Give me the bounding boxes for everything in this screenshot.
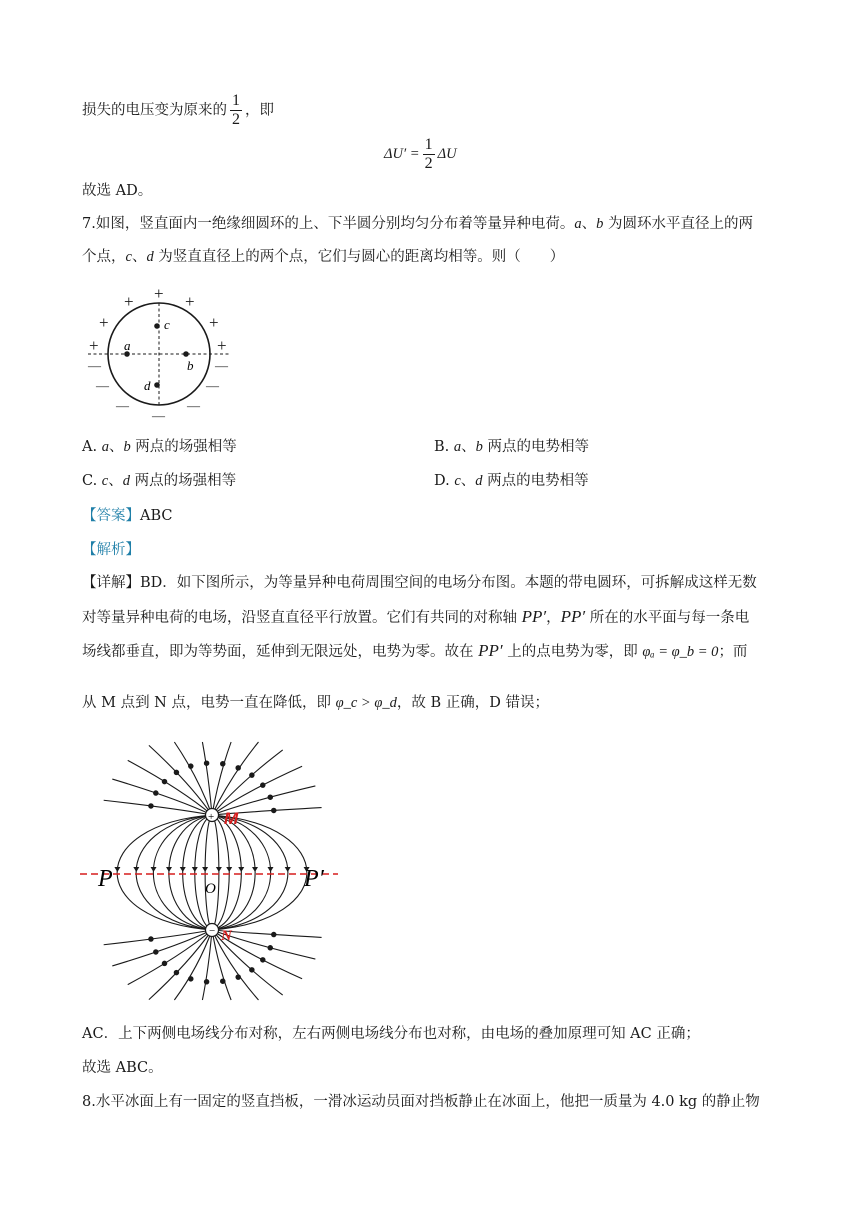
fraction-half: $\frac{1}{2}$ bbox=[232, 92, 240, 128]
field-arrow bbox=[226, 867, 232, 872]
point-d bbox=[154, 382, 160, 388]
minus-sign: — bbox=[96, 378, 109, 393]
field-arrow bbox=[221, 762, 225, 766]
field-arrow bbox=[149, 804, 153, 808]
label-d: d bbox=[144, 378, 151, 393]
label-p-prime: P′ bbox=[304, 866, 324, 892]
equation-delta-u: ΔU′ = $\frac{1}{2}$ ΔU bbox=[384, 136, 457, 172]
minus-sign: — bbox=[215, 358, 228, 373]
field-arrow bbox=[174, 970, 178, 974]
equation-fraction: $\frac{1}{2}$ bbox=[424, 136, 433, 172]
minus-sign: — bbox=[116, 398, 129, 413]
field-line bbox=[174, 742, 212, 815]
minus-sign: — bbox=[152, 408, 165, 420]
label-o: O bbox=[205, 881, 216, 897]
field-arrow bbox=[154, 950, 158, 954]
label-n: N bbox=[221, 928, 232, 944]
minus-sign: — bbox=[206, 378, 219, 393]
minus-sign: — bbox=[187, 398, 200, 413]
label-a: a bbox=[124, 338, 131, 353]
field-arrow bbox=[174, 770, 178, 774]
plus-sign: + bbox=[217, 336, 227, 355]
field-arrow bbox=[192, 867, 198, 872]
label-c: c bbox=[164, 317, 170, 332]
plus-sign: + bbox=[154, 284, 164, 303]
positive-charge-symbol: + bbox=[208, 811, 215, 823]
field-arrow bbox=[238, 867, 244, 872]
analysis-tag: 【解析】 bbox=[82, 542, 140, 558]
label-m: M bbox=[224, 809, 239, 828]
field-arrow bbox=[151, 867, 157, 872]
charged-ring-figure bbox=[84, 284, 244, 420]
conclusion-final: 故选 ABC。 bbox=[82, 1060, 163, 1076]
text-line-voltage-loss: 损失的电压变为原来的 $\frac{1}{2}$ ，即 bbox=[82, 92, 274, 128]
conclusion-ac: AC．上下两侧电场线分布对称，左右两侧电场线分布也对称，由电场的叠加原理可知 AC 正确； bbox=[82, 1026, 700, 1042]
field-line bbox=[112, 930, 212, 966]
answer-tag: 【答案】 bbox=[82, 508, 140, 524]
option-a: A. a、b 两点的场强相等 bbox=[82, 439, 237, 455]
field-arrow bbox=[268, 946, 272, 950]
field-line bbox=[212, 815, 229, 930]
detail-line3: 场线都垂直，即为等势面，延伸到无限远处，电势为零。故在 PP′ 上的点电势为零，即 φₐ = φ_b = 0；而 bbox=[82, 641, 748, 660]
option-d: D. c、d 两点的电势相等 bbox=[434, 473, 589, 489]
field-line bbox=[149, 930, 212, 1000]
negative-charge-symbol: − bbox=[209, 925, 216, 937]
field-line bbox=[112, 779, 212, 815]
field-arrow bbox=[162, 961, 166, 965]
question-8-line1: 8.水平冰面上有一固定的竖直挡板，一滑冰运动员面对挡板静止在冰面上，他把一质量为 4.0 kg 的静止物 bbox=[82, 1094, 760, 1110]
answer-value: ABC bbox=[140, 508, 173, 524]
field-arrow bbox=[261, 783, 265, 787]
field-arrow bbox=[250, 968, 254, 972]
field-line bbox=[205, 815, 212, 930]
field-line bbox=[212, 766, 302, 815]
field-line bbox=[212, 742, 258, 815]
field-arrow bbox=[162, 779, 166, 783]
field-line bbox=[149, 745, 212, 815]
plus-sign: + bbox=[99, 313, 109, 332]
field-line bbox=[212, 815, 307, 930]
question-7-line2: 个点，c、d 为竖直直径上的两个点，它们与圆心的距离均相等。则（ ） bbox=[82, 249, 565, 265]
field-arrow bbox=[154, 791, 158, 795]
field-arrow bbox=[166, 867, 172, 872]
point-c bbox=[154, 323, 160, 329]
answer-line bbox=[82, 506, 173, 526]
question-7-line1: 7.如图，竖直面内一绝缘细圆环的上、下半圆分别均匀分布着等量异种电荷。a、b 为圆环水平直径上的两 bbox=[82, 216, 753, 232]
field-line bbox=[212, 930, 258, 1000]
plus-sign: + bbox=[89, 336, 99, 355]
field-arrow bbox=[221, 979, 225, 983]
field-arrow bbox=[189, 764, 193, 768]
minus-sign: — bbox=[88, 358, 101, 373]
field-arrow bbox=[272, 808, 276, 812]
point-b bbox=[183, 351, 189, 357]
text-choose-ad: 故选 AD。 bbox=[82, 183, 153, 199]
field-arrow bbox=[180, 867, 186, 872]
option-c: C. c、d 两点的场强相等 bbox=[82, 473, 237, 489]
field-arrow bbox=[267, 867, 273, 872]
field-arrow bbox=[202, 867, 208, 872]
field-arrow bbox=[250, 773, 254, 777]
dipole-field-figure bbox=[80, 740, 342, 1002]
field-arrow bbox=[204, 761, 208, 765]
field-arrow bbox=[261, 958, 265, 962]
field-arrow bbox=[114, 867, 120, 872]
option-b: B. a、b 两点的电势相等 bbox=[434, 439, 589, 455]
field-arrow bbox=[149, 937, 153, 941]
detail-line2: 对等量异种电荷的电场，沿竖直直径平行放置。它们有共同的对称轴 PP′，PP′ 所在的水平面与每一条电 bbox=[82, 607, 750, 626]
field-arrow bbox=[268, 795, 272, 799]
field-arrow bbox=[216, 867, 222, 872]
field-arrow bbox=[272, 932, 276, 936]
plus-sign: + bbox=[124, 292, 134, 311]
plus-sign: + bbox=[209, 313, 219, 332]
field-line bbox=[117, 815, 212, 930]
field-line bbox=[212, 815, 219, 930]
field-line bbox=[212, 750, 283, 815]
field-arrow bbox=[133, 867, 139, 872]
detail-line4: 从 M 点到 N 点，电势一直在降低，即 φ_c > φ_d，故 B 正确，D 错误； bbox=[82, 695, 549, 711]
field-lines bbox=[104, 742, 322, 1000]
label-p: P bbox=[98, 866, 113, 892]
field-arrow bbox=[252, 867, 258, 872]
field-arrow bbox=[204, 980, 208, 984]
field-line bbox=[195, 815, 212, 930]
field-line bbox=[174, 930, 212, 1000]
field-arrow bbox=[189, 977, 193, 981]
field-arrow bbox=[236, 766, 240, 770]
label-b: b bbox=[187, 358, 194, 373]
plus-sign: + bbox=[185, 292, 195, 311]
detail-line1: 【详解】BD．如下图所示，为等量异种电荷周围空间的电场分布图。本题的带电圆环，可拆解成这样无数 bbox=[82, 575, 757, 591]
field-arrow bbox=[236, 975, 240, 979]
field-arrow bbox=[285, 867, 291, 872]
